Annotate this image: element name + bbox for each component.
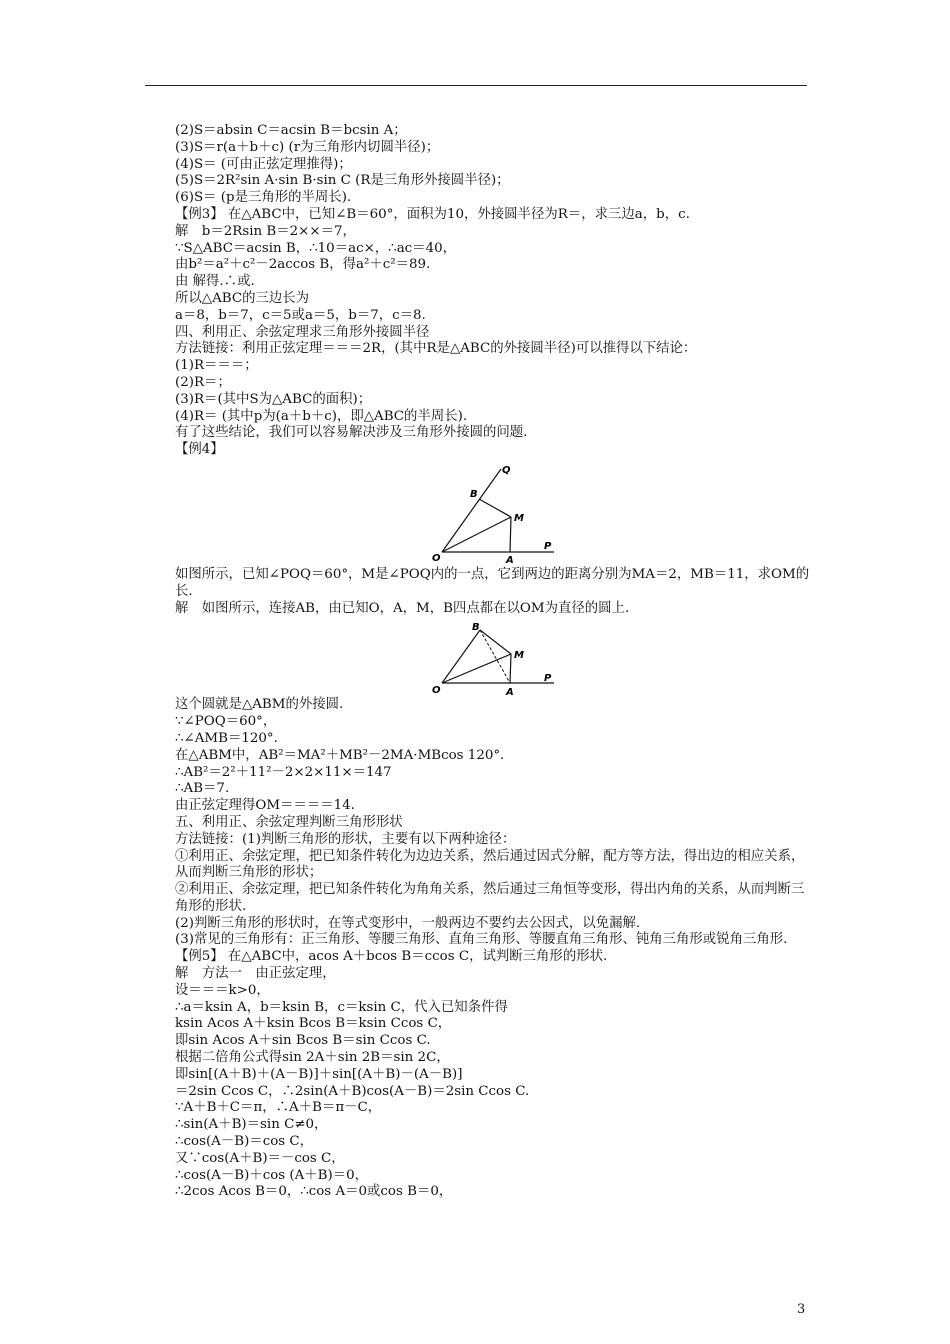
document-body: [175, 123, 810, 1201]
text-line: 方法链接：(1)判断三角形的形状，主要有以下两种途径：: [175, 831, 516, 847]
text-line: 解 b＝2Rsin B＝2××＝7，: [175, 223, 356, 239]
fig1-label-q: Q: [502, 464, 511, 476]
example-4-problem: 如图所示，已知∠POQ＝60°，M是∠POQ内的一点，它到两边的距离分别为MA＝2，MB＝11，求OM的长.: [175, 566, 810, 599]
text-line: 【例3】 在△ABC中，已知∠B＝60°，面积为10，外接圆半径为R＝，求三边a，b，c.: [175, 206, 690, 222]
fig2-label-a: A: [506, 687, 514, 699]
text-line: ∴∠AMB＝120°.: [175, 730, 278, 746]
text-line: ksin Acos A＋ksin Bcos B＝ksin Ccos C，: [175, 1016, 452, 1032]
text-line: a＝8，b＝7，c＝5或a＝5，b＝7，c＝8.: [175, 307, 426, 323]
method-point-3: (2)判断三角形的形状时，在等式变形中，一般两边不要约去公因式，以免漏解.: [175, 915, 641, 931]
text-line: ∴cos(A－B)＋cos (A＋B)＝0，: [175, 1167, 369, 1183]
text-line: ＝2sin Ccos C，∴2sin(A＋B)cos(A－B)＝2sin Ccos C.: [175, 1083, 530, 1099]
header-rule: [145, 85, 807, 86]
figure-1: [175, 459, 810, 567]
fig1-label-m: M: [514, 512, 524, 524]
fig1-label-p: P: [544, 540, 552, 552]
text-line: 解 方法一 由正弦定理，: [175, 966, 336, 982]
text-line: (1)R＝＝＝；: [175, 358, 258, 374]
fig2-label-b: B: [472, 622, 480, 634]
text-line: 五、利用正、余弦定理判断三角形形状: [175, 814, 403, 830]
text-line: 由正弦定理得OM＝＝＝＝14.: [175, 798, 355, 814]
text-line: 由 解得.∴或.: [175, 274, 255, 290]
text-line: ∴a＝ksin A，b＝ksin B，c＝ksin C，代入已知条件得: [175, 999, 508, 1015]
example-4-steps-block: [175, 697, 810, 848]
text-line: 【例4】: [175, 442, 224, 458]
text-line: ∴2cos Acos B＝0，∴cos A＝0或cos B＝0，: [175, 1184, 453, 1200]
fig2-label-m: M: [514, 650, 524, 662]
text-line: (2)R＝；: [175, 374, 231, 390]
text-line: 有了这些结论，我们可以容易解决涉及三角形外接圆的问题.: [175, 425, 528, 441]
text-line: (4)S＝ (可由正弦定理推得)；: [175, 156, 352, 172]
figure-2: [175, 617, 810, 697]
text-line: 即sin Acos A＋sin Bcos B＝sin Ccos C.: [175, 1033, 431, 1049]
text-line: 【例5】 在△ABC中，acos A＋bcos B＝ccos C，试判断三角形的形状.: [175, 949, 608, 965]
fig2-label-o: O: [432, 685, 441, 697]
method-point-4: (3)常见的三角形有：正三角形、等腰三角形、直角三角形、等腰直角三角形、钝角三角形或锐角三角形.: [175, 932, 788, 948]
text-line: ∵A＋B＋C＝π，∴A＋B＝π－C，: [175, 1100, 382, 1116]
text-line: (6)S＝ (p是三角形的半周长).: [175, 190, 352, 206]
fig2-label-p: P: [544, 673, 552, 685]
text-line: ∴sin(A＋B)＝sin C≠0，: [175, 1117, 328, 1133]
text-line: 在△ABM中，AB²＝MA²＋MB²－2MA·MBcos 120°.: [175, 747, 505, 763]
text-line: 四、利用正、余弦定理求三角形外接圆半径: [175, 324, 430, 340]
text-line: (2)S＝absin C＝acsin B＝bcsin A；: [175, 123, 407, 138]
method-point-2: ②利用正、余弦定理，把已知条件转化为角角关系，然后通过三角恒等变形，得出内角的关系，从而判断三角形的形状.: [175, 882, 805, 914]
text-line: ∴cos(A－B)＝cos C，: [175, 1134, 314, 1150]
text-line: 又∵cos(A＋B)＝－cos C，: [175, 1150, 345, 1166]
text-line: 这个圆就是△ABM的外接圆.: [175, 697, 344, 713]
area-formulas-block: [175, 123, 810, 459]
text-line: 即sin[(A＋B)＋(A－B)]＋sin[(A＋B)－(A－B)]: [175, 1066, 463, 1082]
text-line: 所以△ABC的三边长为: [175, 290, 310, 306]
text-line: 由b²＝a²＋c²－2accos B，得a²＋c²＝89.: [175, 257, 431, 273]
text-line: (5)S＝2R²sin A·sin B·sin C (R是三角形外接圆半径)；: [175, 173, 510, 189]
text-line: ∴AB²＝2²＋11²－2×2×11×＝147: [175, 764, 392, 780]
text-line: ∵∠POQ＝60°，: [175, 714, 277, 730]
fig1-label-a: A: [506, 554, 514, 563]
text-line: ∴AB＝7.: [175, 781, 230, 797]
figure-2-diagram: [428, 621, 558, 699]
text-line: (3)R＝(其中S为△ABC的面积)；: [175, 391, 372, 407]
fig1-label-b: B: [470, 488, 478, 500]
text-line: ∵S△ABC＝acsin B，∴10＝ac×，∴ac＝40，: [175, 240, 457, 256]
text-line: (4)R＝ (其中p为(a＋b＋c)，即△ABC的半周长).: [175, 408, 468, 424]
text-line: (3)S＝r(a＋b＋c) (r为三角形内切圆半径)；: [175, 139, 440, 155]
text-line: 设＝＝＝k>0，: [175, 982, 270, 998]
example-5-block: [175, 949, 810, 1201]
text-line: 根据二倍角公式得sin 2A＋sin 2B＝sin 2C，: [175, 1050, 450, 1066]
example-4-solution: 解 如图所示，连接AB，由已知O，A，M，B四点都在以OM为直径的圆上.: [175, 600, 630, 616]
page-number: 3: [797, 1302, 806, 1317]
fig1-label-o: O: [432, 552, 441, 563]
figure-1-diagram: [428, 461, 558, 563]
method-point-1: ①利用正、余弦定理，把已知条件转化为边边关系，然后通过因式分解，配方等方法，得出边的相应关系，从而判断三角形的形状；: [175, 848, 805, 881]
text-line: 方法链接：利用正弦定理＝＝＝2R，(其中R是△ABC的外接圆半径)可以推得以下结论：: [175, 341, 697, 357]
